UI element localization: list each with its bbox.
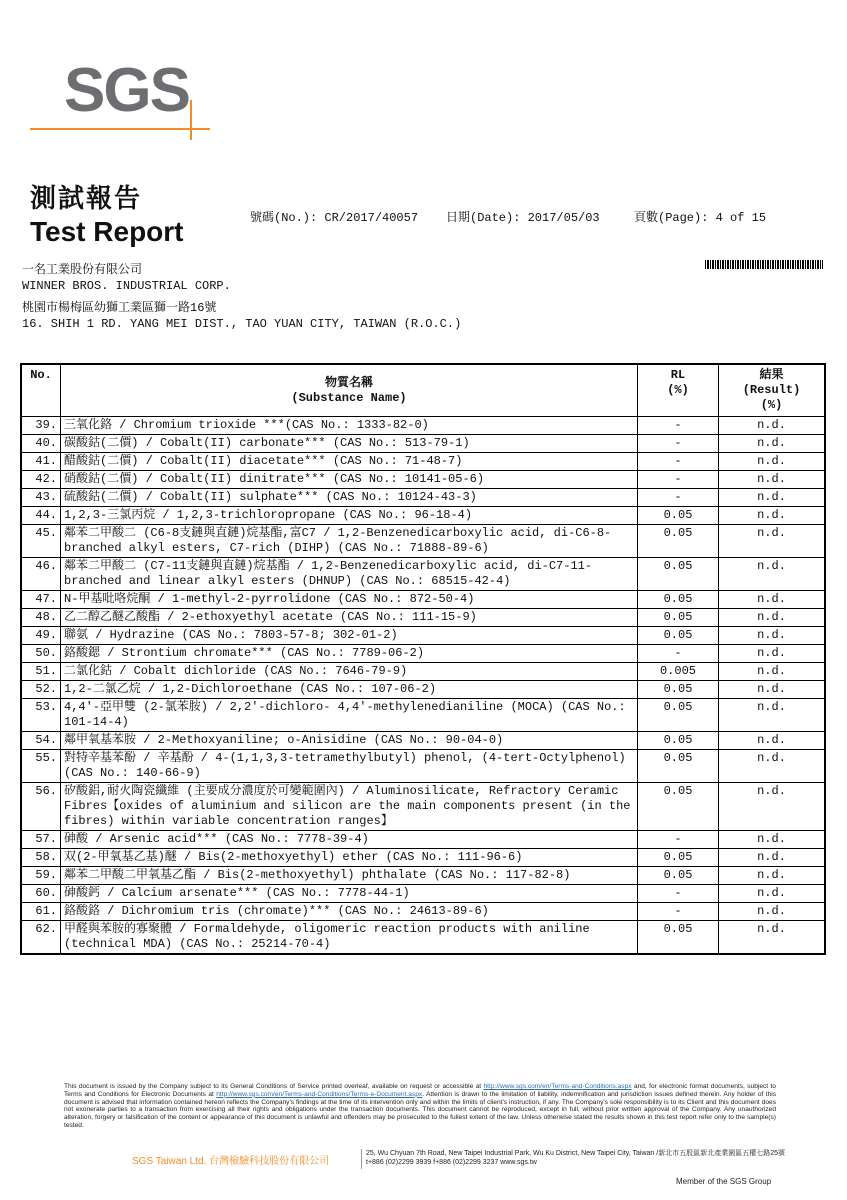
table-row: [21, 417, 825, 435]
cell-result: n.d.: [719, 417, 826, 435]
table-row: [21, 489, 825, 507]
table-row: [21, 435, 825, 453]
cell-rl: 0.05: [638, 783, 719, 831]
logo-vertical-line: [190, 100, 192, 140]
cell-no: 48.: [21, 609, 61, 627]
cell-result: n.d.: [719, 849, 826, 867]
cell-substance: 鄰苯二甲酸二甲氧基乙酯 / Bis(2-methoxyethyl) phthalate (CAS No.: 117-82-8): [61, 867, 638, 885]
cell-rl: -: [638, 903, 719, 921]
cell-substance: 1,2,3-三氯丙烷 / 1,2,3-trichloropropane (CAS No.: 96-18-4): [61, 507, 638, 525]
table-row: [21, 627, 825, 645]
e-document-terms-link[interactable]: http://www.sgs.com/en/Terms-and-Conditions/Terms-e-Document.aspx: [216, 1090, 423, 1098]
footer-phone-line: t+886 (02)2299 3939 f+886 (02)2299 3237 www.sgs.tw: [366, 1159, 537, 1166]
report-number: 號碼(No.): CR/2017/40057: [250, 211, 419, 225]
cell-rl: 0.05: [638, 627, 719, 645]
table-row: [21, 609, 825, 627]
cell-no: 62.: [21, 921, 61, 955]
table-row: [21, 453, 825, 471]
substance-table: [20, 363, 826, 955]
cell-result: n.d.: [719, 435, 826, 453]
cell-result: n.d.: [719, 921, 826, 955]
table-row: [21, 525, 825, 558]
cell-substance: 鄰甲氧基苯胺 / 2-Methoxyaniline; o-Anisidine (CAS No.: 90-04-0): [61, 732, 638, 750]
cell-result: n.d.: [719, 645, 826, 663]
cell-no: 54.: [21, 732, 61, 750]
cell-no: 59.: [21, 867, 61, 885]
report-page: 頁數(Page): 4 of 15: [634, 211, 767, 225]
client-name-cn: 一名工業股份有限公司: [22, 263, 143, 277]
table-row: [21, 558, 825, 591]
col-header-result-cn: 結果: [759, 368, 784, 382]
col-header-no: No.: [21, 364, 61, 417]
cell-substance: 醋酸鈷(二價) / Cobalt(II) diacetate*** (CAS No.: 71-48-7): [61, 453, 638, 471]
cell-result: n.d.: [719, 525, 826, 558]
cell-rl: 0.05: [638, 849, 719, 867]
col-header-substance-en: (Substance Name): [291, 390, 407, 405]
client-name-en: WINNER BROS. INDUSTRIAL CORP.: [22, 279, 231, 293]
cell-no: 53.: [21, 699, 61, 732]
cell-substance: 矽酸鋁,耐火陶瓷纖維 (主要成分濃度於可變範圍內) / Aluminosilicate, Refractory Ceramic Fibres【oxides of aluminium and silicon are the main components present (in the fibres) within variable concentration ranges】: [61, 783, 638, 831]
table-row: [21, 681, 825, 699]
report-date: 日期(Date): 2017/05/03: [446, 211, 600, 225]
cell-rl: 0.05: [638, 699, 719, 732]
col-header-substance: [61, 364, 638, 417]
disclaimer-text-1: This document is issued by the Company subject to its General Conditions of Service printed overleaf, available on request or accessible at: [64, 1083, 484, 1090]
col-header-result: [719, 364, 826, 417]
table-row: [21, 885, 825, 903]
barcode: [705, 260, 823, 269]
cell-rl: 0.05: [638, 525, 719, 558]
cell-rl: 0.05: [638, 750, 719, 783]
cell-substance: 4,4'-亞甲雙 (2-氯苯胺) / 2,2'-dichloro- 4,4'-methylenedianiline (MOCA) (CAS No.: 101-14-4): [61, 699, 638, 732]
report-title-en: Test Report: [30, 216, 184, 247]
table-row: [21, 783, 825, 831]
cell-result: n.d.: [719, 699, 826, 732]
footer-company: SGS Taiwan Ltd. 台灣檢驗科技股份有限公司: [132, 1156, 330, 1167]
cell-no: 50.: [21, 645, 61, 663]
cell-no: 42.: [21, 471, 61, 489]
cell-rl: 0.05: [638, 921, 719, 955]
table-row: [21, 591, 825, 609]
cell-rl: 0.05: [638, 867, 719, 885]
table-row: [21, 750, 825, 783]
cell-substance: 硫酸鈷(二價) / Cobalt(II) sulphate*** (CAS No.: 10124-43-3): [61, 489, 638, 507]
cell-substance: 二氯化鈷 / Cobalt dichloride (CAS No.: 7646-79-9): [61, 663, 638, 681]
disclaimer-text-2: and, for electronic format documents, subject to Terms and Conditions for Electronic Documents at: [64, 1083, 776, 1098]
cell-substance: 對特辛基苯酚 / 辛基酚 / 4-(1,1,3,3-tetramethylbutyl) phenol, (4-tert-Octylphenol) (CAS No.: 140-66-9): [61, 750, 638, 783]
cell-no: 58.: [21, 849, 61, 867]
cell-no: 52.: [21, 681, 61, 699]
cell-no: 44.: [21, 507, 61, 525]
table-row: [21, 663, 825, 681]
cell-result: n.d.: [719, 783, 826, 831]
cell-rl: -: [638, 435, 719, 453]
col-header-rl-unit: (%): [667, 383, 689, 397]
cell-rl: 0.05: [638, 507, 719, 525]
cell-rl: 0.05: [638, 591, 719, 609]
table-row: [21, 507, 825, 525]
cell-no: 39.: [21, 417, 61, 435]
cell-rl: -: [638, 417, 719, 435]
cell-substance: 硝酸鈷(二價) / Cobalt(II) dinitrate*** (CAS No.: 10141-05-6): [61, 471, 638, 489]
cell-rl: 0.005: [638, 663, 719, 681]
cell-rl: -: [638, 471, 719, 489]
cell-substance: 鉻酸鉻 / Dichromium tris (chromate)*** (CAS No.: 24613-89-6): [61, 903, 638, 921]
cell-no: 43.: [21, 489, 61, 507]
cell-result: n.d.: [719, 867, 826, 885]
cell-rl: 0.05: [638, 681, 719, 699]
cell-result: n.d.: [719, 558, 826, 591]
cell-no: 49.: [21, 627, 61, 645]
table-row: [21, 867, 825, 885]
cell-rl: -: [638, 453, 719, 471]
cell-substance: 鉻酸鍶 / Strontium chromate*** (CAS No.: 7789-06-2): [61, 645, 638, 663]
cell-substance: 砷酸 / Arsenic acid*** (CAS No.: 7778-39-4): [61, 831, 638, 849]
cell-result: n.d.: [719, 627, 826, 645]
cell-rl: -: [638, 645, 719, 663]
cell-rl: -: [638, 885, 719, 903]
terms-link[interactable]: http://www.sgs.com/en/Terms-and-Conditions.aspx: [483, 1083, 632, 1090]
cell-substance: 乙二醇乙醚乙酸酯 / 2-ethoxyethyl acetate (CAS No.: 111-15-9): [61, 609, 638, 627]
cell-result: n.d.: [719, 471, 826, 489]
col-header-rl-label: RL: [670, 368, 686, 382]
sgs-logo: SGS: [64, 56, 189, 125]
col-header-rl: [638, 364, 719, 417]
table-row: [21, 732, 825, 750]
table-row: [21, 921, 825, 955]
table-row: [21, 645, 825, 663]
cell-result: n.d.: [719, 831, 826, 849]
cell-result: n.d.: [719, 591, 826, 609]
cell-no: 57.: [21, 831, 61, 849]
table-row: [21, 849, 825, 867]
cell-result: n.d.: [719, 885, 826, 903]
footer-address-line: 25, Wu Chyuan 7th Road, New Taipei Industrial Park, Wu Ku District, New Taipei City, Taiwan /新北市五股區新北產業園區五權七路25號: [366, 1150, 785, 1157]
footer-member: Member of the SGS Group: [676, 1177, 772, 1186]
table-row: [21, 699, 825, 732]
col-header-result-unit: (%): [760, 398, 783, 412]
cell-substance: 甲醛與苯胺的寡聚體 / Formaldehyde, oligomeric reaction products with aniline (technical MDA) (CAS No.: 25214-70-4): [61, 921, 638, 955]
cell-result: n.d.: [719, 453, 826, 471]
cell-no: 45.: [21, 525, 61, 558]
cell-substance: N-甲基吡咯烷酮 / 1-methyl-2-pyrrolidone (CAS No.: 872-50-4): [61, 591, 638, 609]
cell-rl: 0.05: [638, 732, 719, 750]
col-header-result-en: (Result): [742, 383, 801, 397]
cell-no: 60.: [21, 885, 61, 903]
cell-substance: 双(2-甲氧基乙基)醚 / Bis(2-methoxyethyl) ether (CAS No.: 111-96-6): [61, 849, 638, 867]
footer-divider: [361, 1149, 362, 1169]
cell-rl: 0.05: [638, 609, 719, 627]
cell-substance: 聯氨 / Hydrazine (CAS No.: 7803-57-8; 302-01-2): [61, 627, 638, 645]
cell-result: n.d.: [719, 681, 826, 699]
cell-result: n.d.: [719, 903, 826, 921]
disclaimer-text-3: . Attention is drawn to the limitation of liability, indemnification and jurisdiction issues defined therein. Any holder of this document is advised that information contained hereon reflects the Company's findings at the time of its intervention only and within the limits of client's instruction, if any. The Company's sole responsibility is to its Client and this document does not exonerate parties to a transaction from exercising all their rights and obligations under the transaction documents. This document cannot be reproduced, except in full, without prior written approval of the Company. Any unauthorized alteration, forgery or falsification of the content or appearance of this document is unlawful and offenders may be prosecuted to the fullest extent of the law. Unless otherwise stated the results shown in this test report refer only to the sample(s) tested.: [64, 1090, 776, 1129]
cell-substance: 碳酸鈷(二價) / Cobalt(II) carbonate*** (CAS No.: 513-79-1): [61, 435, 638, 453]
footer-address: [366, 1149, 785, 1167]
report-title-cn: 測試報告: [30, 184, 143, 214]
cell-result: n.d.: [719, 507, 826, 525]
client-address-cn: 桃園市楊梅區幼獅工業區獅一路16號: [22, 301, 217, 315]
table-row: [21, 831, 825, 849]
cell-rl: -: [638, 831, 719, 849]
cell-no: 51.: [21, 663, 61, 681]
cell-substance: 鄰苯二甲酸二 (C6-8支鏈與直鏈)烷基酯,富C7 / 1,2-Benzenedicarboxylic acid, di-C6-8-branched alkyl esters, C7-rich (DIHP) (CAS No.: 71888-89-6): [61, 525, 638, 558]
table-header-row: [21, 364, 825, 417]
cell-no: 61.: [21, 903, 61, 921]
cell-rl: 0.05: [638, 558, 719, 591]
col-header-substance-cn: 物質名稱: [324, 375, 373, 390]
table-row: [21, 903, 825, 921]
cell-substance: 1,2-二氯乙烷 / 1,2-Dichloroethane (CAS No.: 107-06-2): [61, 681, 638, 699]
cell-no: 46.: [21, 558, 61, 591]
cell-no: 47.: [21, 591, 61, 609]
table-row: [21, 471, 825, 489]
cell-substance: 砷酸鈣 / Calcium arsenate*** (CAS No.: 7778-44-1): [61, 885, 638, 903]
cell-result: n.d.: [719, 489, 826, 507]
cell-result: n.d.: [719, 609, 826, 627]
footer-disclaimer: [64, 1083, 776, 1130]
cell-result: n.d.: [719, 750, 826, 783]
cell-result: n.d.: [719, 732, 826, 750]
cell-no: 40.: [21, 435, 61, 453]
cell-no: 56.: [21, 783, 61, 831]
cell-no: 55.: [21, 750, 61, 783]
cell-result: n.d.: [719, 663, 826, 681]
client-address-en: 16. SHIH 1 RD. YANG MEI DIST., TAO YUAN CITY, TAIWAN (R.O.C.): [22, 317, 462, 331]
cell-substance: 鄰苯二甲酸二 (C7-11支鏈與直鏈)烷基酯 / 1,2-Benzenedicarboxylic acid, di-C7-11-branched and linear alkyl esters (DHNUP) (CAS No.: 68515-42-4): [61, 558, 638, 591]
cell-rl: -: [638, 489, 719, 507]
cell-substance: 三氧化鉻 / Chromium trioxide ***(CAS No.: 1333-82-0): [61, 417, 638, 435]
logo-underline: [30, 128, 210, 130]
cell-no: 41.: [21, 453, 61, 471]
